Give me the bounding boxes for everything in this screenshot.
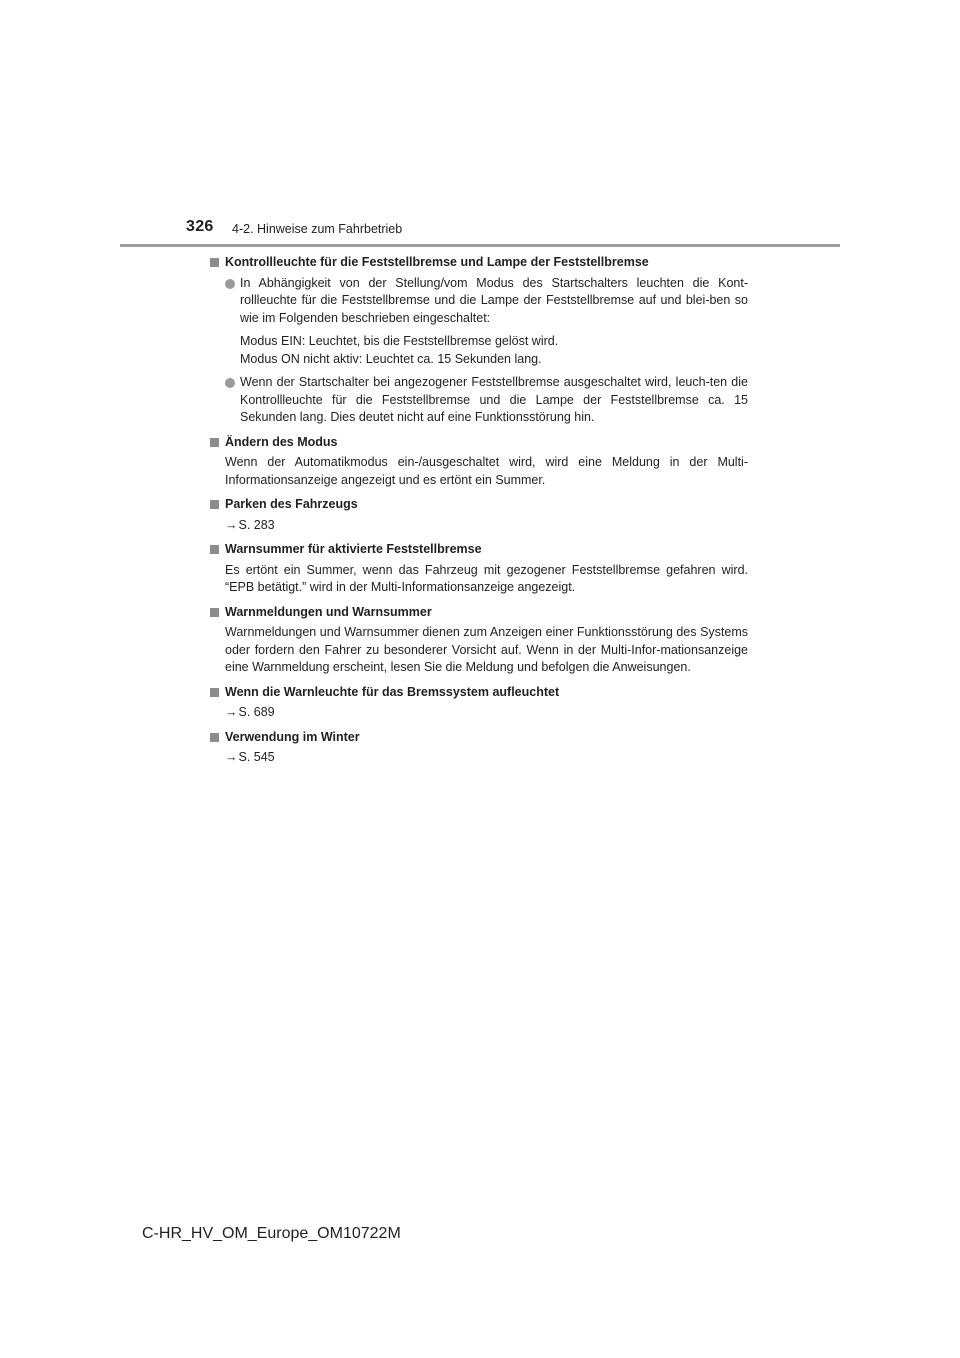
section-brake-warning-light — [208, 684, 748, 722]
section-heading-text: Warnsummer für aktivierte Feststellbremse — [225, 542, 482, 556]
arrow-right-icon: → — [225, 705, 238, 719]
page-content — [208, 254, 748, 774]
section-body: Wenn der Automatikmodus ein-/ausgeschaltet wird, wird eine Meldung in der Multi-Informationsanzeige angezeigt und es ertönt ein Summer. — [225, 455, 748, 487]
page-reference-link[interactable] — [208, 704, 748, 722]
section-heading — [208, 254, 748, 272]
square-bullet-icon — [210, 733, 219, 742]
square-bullet-icon — [210, 608, 219, 617]
bullet-item — [208, 374, 748, 427]
page-number: 326 — [186, 218, 214, 235]
square-bullet-icon — [210, 438, 219, 447]
section-heading — [208, 729, 748, 747]
bullet-text: Wenn der Startschalter bei angezogener Feststellbremse ausgeschaltet wird, leuch-ten die Kontrollleuchte für die Feststellbremse und die Lampe der Feststellbremse ca. 15 Sekunden lang. Dies deutet nicht auf eine Funktionsstörung hin. — [240, 375, 748, 424]
bullet-text: In Abhängigkeit von der Stellung/vom Modus des Startschalters leuchten die Kont-rollleuchte für die Feststellbremse und die Lampe der Feststellbremse auf und blei-ben so wie im Folgenden beschrieben eingeschaltet: — [240, 275, 748, 325]
section-winter-use — [208, 729, 748, 767]
mode-line: Modus ON nicht aktiv: Leuchtet ca. 15 Sekunden lang. — [240, 351, 542, 366]
section-heading — [208, 434, 748, 452]
section-heading — [208, 496, 748, 514]
section-heading-text: Kontrollleuchte für die Feststellbremse und Lampe der Feststellbremse — [225, 255, 649, 269]
square-bullet-icon — [210, 688, 219, 697]
arrow-right-icon: → — [225, 517, 238, 532]
circle-bullet-icon — [225, 378, 235, 388]
page-reference-text: S. 689 — [238, 705, 275, 719]
square-bullet-icon — [210, 500, 219, 509]
section-body: Warnmeldungen und Warnsummer dienen zum Anzeigen einer Funktionsstörung des Systems oder fordern den Fahrer zu besonderer Vorsicht auf. Wenn in der Multi-Infor-mationsanzeige eine Warnmeldung erscheint, lesen Sie die Meldung und befolgen die Anweisungen. — [225, 625, 748, 674]
square-bullet-icon — [210, 258, 219, 267]
section-heading — [208, 604, 748, 622]
section-heading — [208, 684, 748, 702]
section-heading-text: Wenn die Warnleuchte für das Bremssystem aufleuchtet — [225, 684, 560, 699]
header-divider — [120, 244, 840, 247]
square-bullet-icon — [210, 545, 219, 554]
header-section-title: 4-2. Hinweise zum Fahrbetrieb — [232, 222, 403, 236]
page-reference-link[interactable] — [208, 749, 748, 767]
mode-description — [208, 333, 748, 368]
page-reference-text: S. 283 — [238, 517, 275, 532]
section-heading-text: Parken des Fahrzeugs — [225, 497, 358, 511]
page-reference-link[interactable] — [208, 517, 748, 535]
section-heading-text: Verwendung im Winter — [225, 729, 360, 744]
section-mode-change — [208, 434, 748, 490]
section-parking-brake-indicator — [208, 254, 748, 427]
footer-doc-code: C-HR_HV_OM_Europe_OM10722M — [142, 1225, 401, 1242]
section-heading — [208, 541, 748, 559]
arrow-right-icon: → — [225, 750, 238, 764]
section-parking — [208, 496, 748, 534]
circle-bullet-icon — [225, 279, 235, 289]
page-reference-text: S. 545 — [238, 750, 275, 764]
section-body: Es ertönt ein Summer, wenn das Fahrzeug mit gezogener Feststellbremse gefahren wird. “EPB betätigt.” wird in der Multi-Informationsanzeige angezeigt. — [225, 562, 748, 594]
section-warning-messages — [208, 604, 748, 677]
mode-line: Modus EIN: Leuchtet, bis die Feststellbremse gelöst wird. — [240, 334, 559, 348]
section-warning-buzzer — [208, 541, 748, 597]
section-heading-text: Ändern des Modus — [225, 434, 338, 449]
bullet-item — [208, 275, 748, 328]
section-heading-text: Warnmeldungen und Warnsummer — [225, 604, 432, 619]
